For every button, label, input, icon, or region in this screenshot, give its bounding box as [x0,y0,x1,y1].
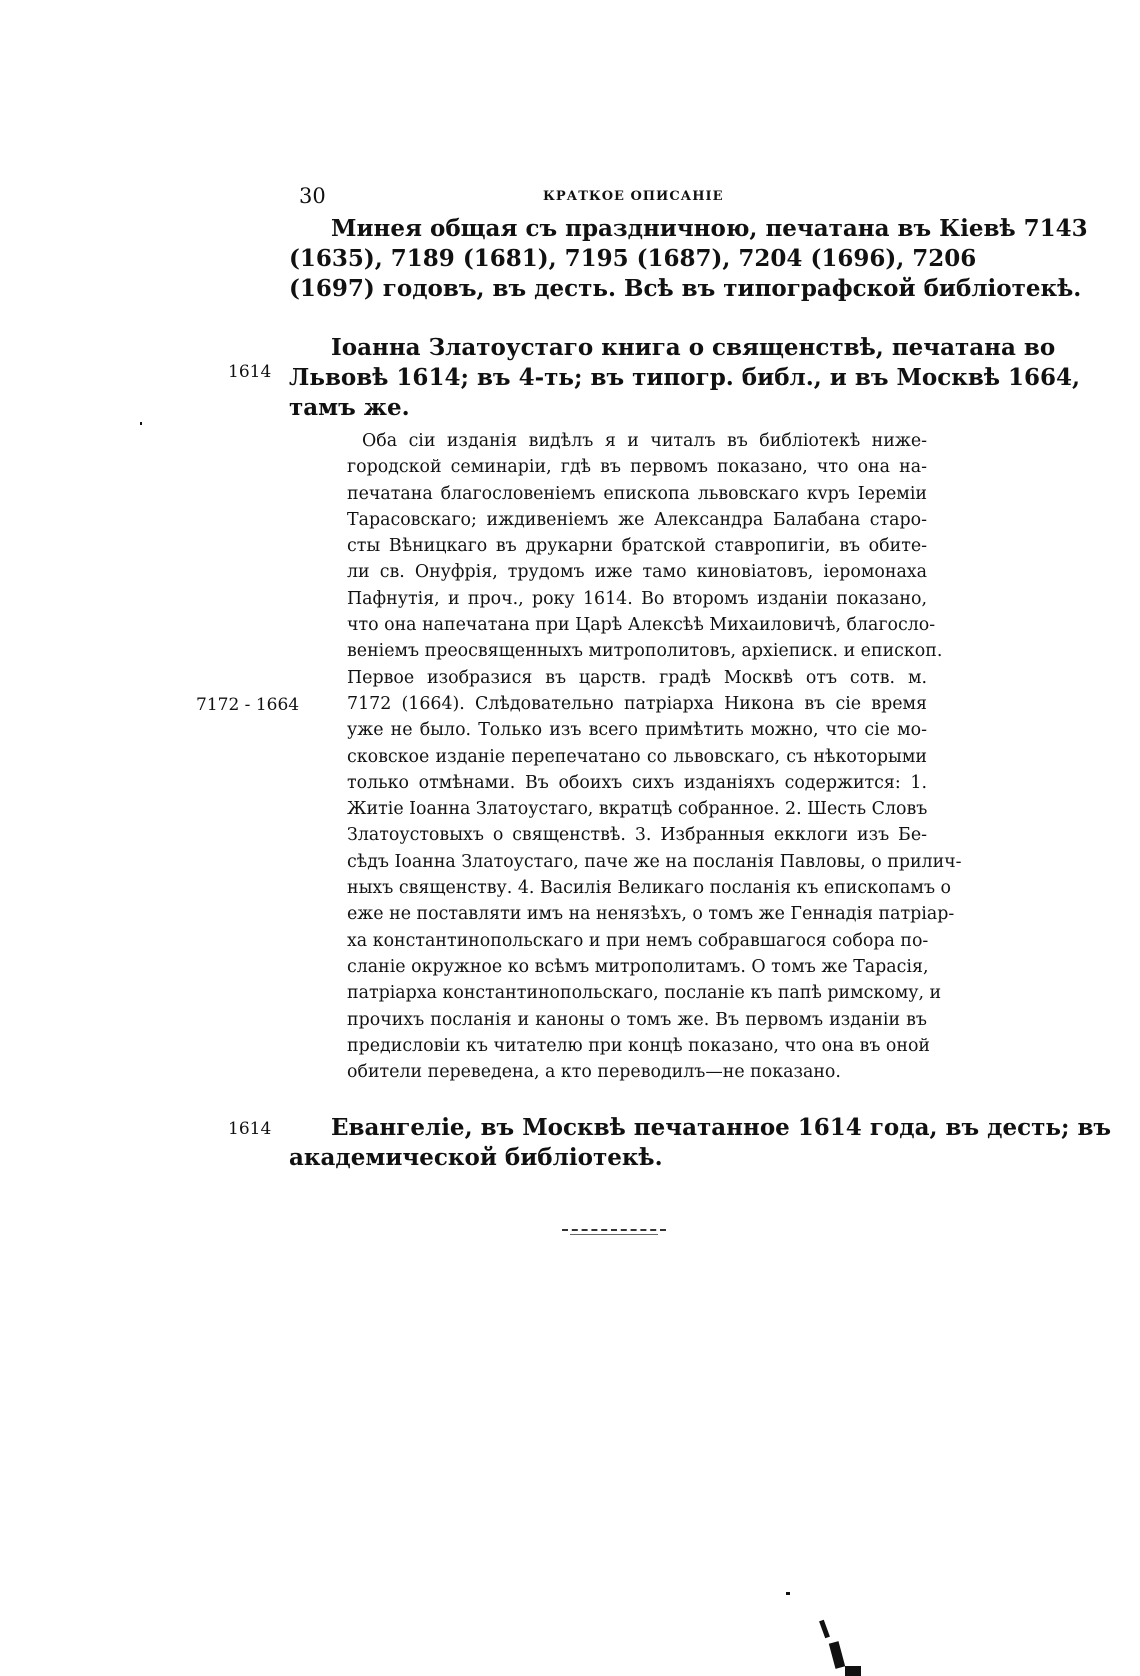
note-line: Оба сіи изданія видѣлъ я и читалъ въ библіотекѣ ниже- [362,431,927,451]
entry-gospel-line: Евангеліе, въ Москвѣ печатанное 1614 года, въ десть; въ [331,1114,1112,1141]
page-number: 30 [299,184,326,208]
scan-speck [829,1641,845,1669]
entry-gospel-line: академической библіотекѣ. [289,1144,663,1171]
footnote-block [347,428,962,1085]
note-line: еже не поставляти имъ на ненязѣхъ, о томъ же Геннадія патріар- [347,904,955,925]
note-line: сты Вѣницкаго въ друкарни братской ставропигіи, въ обите- [347,536,927,557]
note-line: Златоустовыхъ о священствѣ. 3. Избранныя екклоги изъ Бе- [347,825,927,846]
scan-speck [845,1666,861,1676]
entry-minea-line: Минея общая съ праздничною, печатана въ Кіевѣ 7143 [331,215,1088,242]
note-line: ли св. Онуфрія, трудомъ иже тамо киновіатовъ, іеромонаха [347,562,927,583]
note-line: патріарха константинопольскаго, посланіе къ папѣ римскому, и [347,983,942,1004]
entry-minea-line: (1635), 7189 (1681), 7195 (1687), 7204 (1696), 7206 [289,245,977,272]
section-divider-underline [570,1234,658,1235]
note-line: Житіе Іоанна Златоустаго, вкратцѣ собранное. 2. Шесть Словъ [347,799,928,820]
margin-year-zlatoust: 1614 [228,362,272,382]
entry-zlatoust-line: Іоанна Златоустаго книга о священствѣ, печатана во [331,334,1056,361]
note-line: 7172 (1664). Слѣдовательно патріарха Никона въ сіе время [347,693,927,714]
section-divider [562,1229,666,1231]
scan-speck [786,1592,790,1595]
note-line: сковское изданіе перепечатано со львовскаго, съ нѣкоторыми [347,746,927,767]
note-line: обители переведена, а кто переводилъ—не показано. [347,1062,841,1083]
note-line: только отмѣнами. Въ обоихъ сихъ изданіяхъ содержится: 1. [347,772,927,793]
entry-zlatoust [289,333,1081,423]
entry-gospel [289,1113,1112,1173]
note-line: Пафнутія, и проч., року 1614. Во второмъ изданіи показано, [347,588,927,609]
note-line: городской семинаріи, гдѣ въ первомъ показано, что она на- [347,457,927,478]
running-head: КРАТКОЕ ОПИСАНІЕ [543,189,724,204]
entry-zlatoust-line: Львовѣ 1614; въ 4-ть; въ типогр. библ., и въ Москвѣ 1664, [289,364,1081,391]
note-line: Тарасовскаго; иждивеніемъ же Александра Балабана старо- [347,509,927,530]
note-line: Первое изобразися въ царств. градѣ Москвѣ отъ сотв. м. [347,667,927,688]
note-line: ныхъ священству. 4. Василія Великаго посланія къ епископамъ о [347,878,952,899]
margin-year-gospel: 1614 [228,1119,272,1139]
note-line: веніемъ преосвященныхъ митрополитовъ, архіеписк. и епископ. [347,641,943,662]
scan-speck [140,422,142,425]
margin-years-note: 7172 - 1664 [196,695,300,715]
scan-speck [819,1620,830,1639]
note-line: печатана благословеніемъ епископа львовскаго кvръ Іереміи [347,483,927,504]
note-line: предисловіи къ читателю при концѣ показано, что она въ оной [347,1035,931,1056]
note-line: ха константинопольскаго и при немъ собравшагося собора по- [347,930,929,951]
note-line: что она напечатана при Царѣ Алексѣѣ Михаиловичѣ, благосло- [347,615,936,636]
note-line: прочихъ посланія и каноны о томъ же. Въ первомъ изданіи въ [347,1009,927,1030]
note-line: сланіе окружное ко всѣмъ митрополитамъ. О томъ же Тарасія, [347,956,929,977]
entry-minea [289,214,1088,304]
entry-zlatoust-line: тамъ же. [289,394,410,421]
note-line: сѣдъ Іоанна Златоустаго, паче же на посланія Павловы, о прилич- [347,851,962,872]
note-line: уже не было. Только изъ всего примѣтить можно, что сіе мо- [347,720,927,741]
entry-minea-line: (1697) годовъ, въ десть. Всѣ въ типографской библіотекѣ. [289,275,1082,302]
